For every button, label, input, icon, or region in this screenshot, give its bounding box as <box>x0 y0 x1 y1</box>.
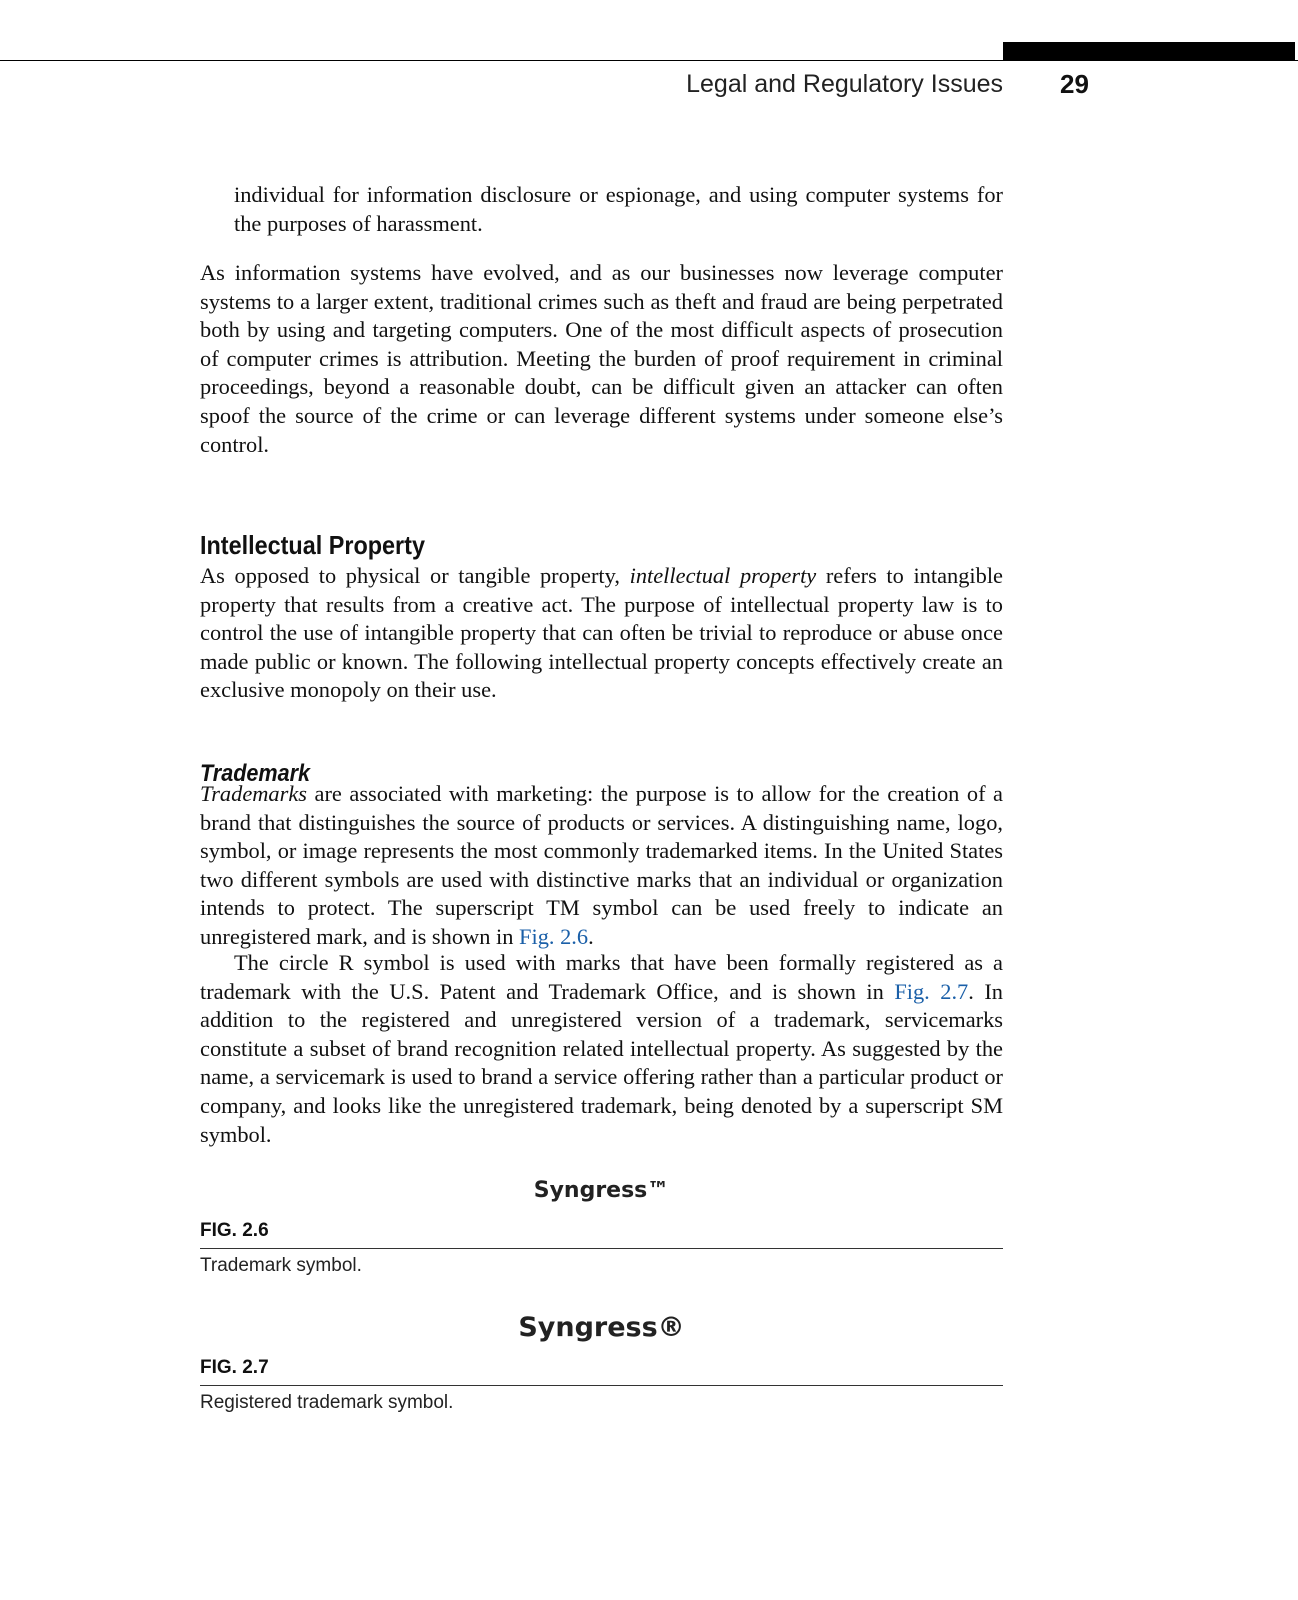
trademark-paragraph <box>200 780 1003 952</box>
figure-caption: Registered trademark symbol. <box>200 1392 454 1413</box>
body-paragraph: As information systems have evolved, and as our businesses now leverage computer systems to a larger extent, traditional crimes such as theft and fraud are being perpetrated both by using and targeting computers. One of the most difficult aspects of prosecution of computer crimes is attribution. Meeting the burden of proof requirement in criminal proceedings, beyond a reasonable doubt, can be difficult given an attacker can often spoof the source of the crime or can leverage different systems under someone else’s control. <box>200 260 1003 457</box>
running-title: Legal and Regulatory Issues <box>686 70 1003 98</box>
registered-text-end: . In addition to the registered and unregistered version of a trademark, servicemarks constitute a subset of brand recognition related intellectual property. As suggested by the name, a servicemark is used to brand a service offering rather than a particular product or company, and looks like the unregistered trademark, being denoted by a superscript SM symbol. <box>200 978 1003 1147</box>
page-number: 29 <box>1060 69 1089 99</box>
fig-2-7-link[interactable]: Fig. 2.7 <box>894 978 969 1004</box>
ip-term: intellectual property <box>629 563 817 588</box>
syngress-tm-logo: Syngress™ <box>533 1178 670 1203</box>
section-heading: Intellectual Property <box>200 530 425 560</box>
subsection-heading: Trademark <box>200 760 311 787</box>
continued-paragraph: individual for information disclosure or espionage, and using computer systems for the purposes of harassment. <box>234 182 1003 236</box>
ip-text-start: As opposed to physical or tangible property, <box>200 563 630 588</box>
trademark-text: are associated with marketing: the purpose is to allow for the creation of a brand that distinguishes the source of products or services. A distinguishing name, logo, symbol, or image represents the most commonly trademarked items. In the United States two different symbols are used with distinctive marks that an individual or organization intends to protect. The superscript TM symbol can be used freely to indicate an unregistered mark, and is shown in <box>200 781 1003 949</box>
trademark-text-end: . <box>588 923 594 949</box>
registered-paragraph <box>200 949 1003 1149</box>
trademark-term: Trademarks <box>200 781 307 806</box>
figure-label: FIG. 2.6 <box>200 1220 269 1241</box>
header-tab-bar <box>1003 42 1295 61</box>
figure-rule <box>200 1248 1003 1249</box>
registered-text: The circle R symbol is used with marks that have been formally registered as a trademark with the U.S. Patent and Trademark Office, and is shown in <box>200 950 1003 1004</box>
fig-2-6-link[interactable]: Fig. 2.6 <box>519 923 589 949</box>
figure-rule <box>200 1385 1003 1386</box>
figure-label: FIG. 2.7 <box>200 1357 269 1378</box>
ip-text-end: refers to intangible property that results from a creative act. The purpose of intellectual property law is to control the use of intangible property that can often be trivial to reproduce or abuse once made public or known. The following intellectual property concepts effectively create an exclusive monopoly on their use. <box>200 563 1003 703</box>
figure-caption: Trademark symbol. <box>200 1255 362 1276</box>
ip-paragraph <box>200 562 1003 705</box>
syngress-registered-logo: Syngress® <box>518 1312 685 1343</box>
